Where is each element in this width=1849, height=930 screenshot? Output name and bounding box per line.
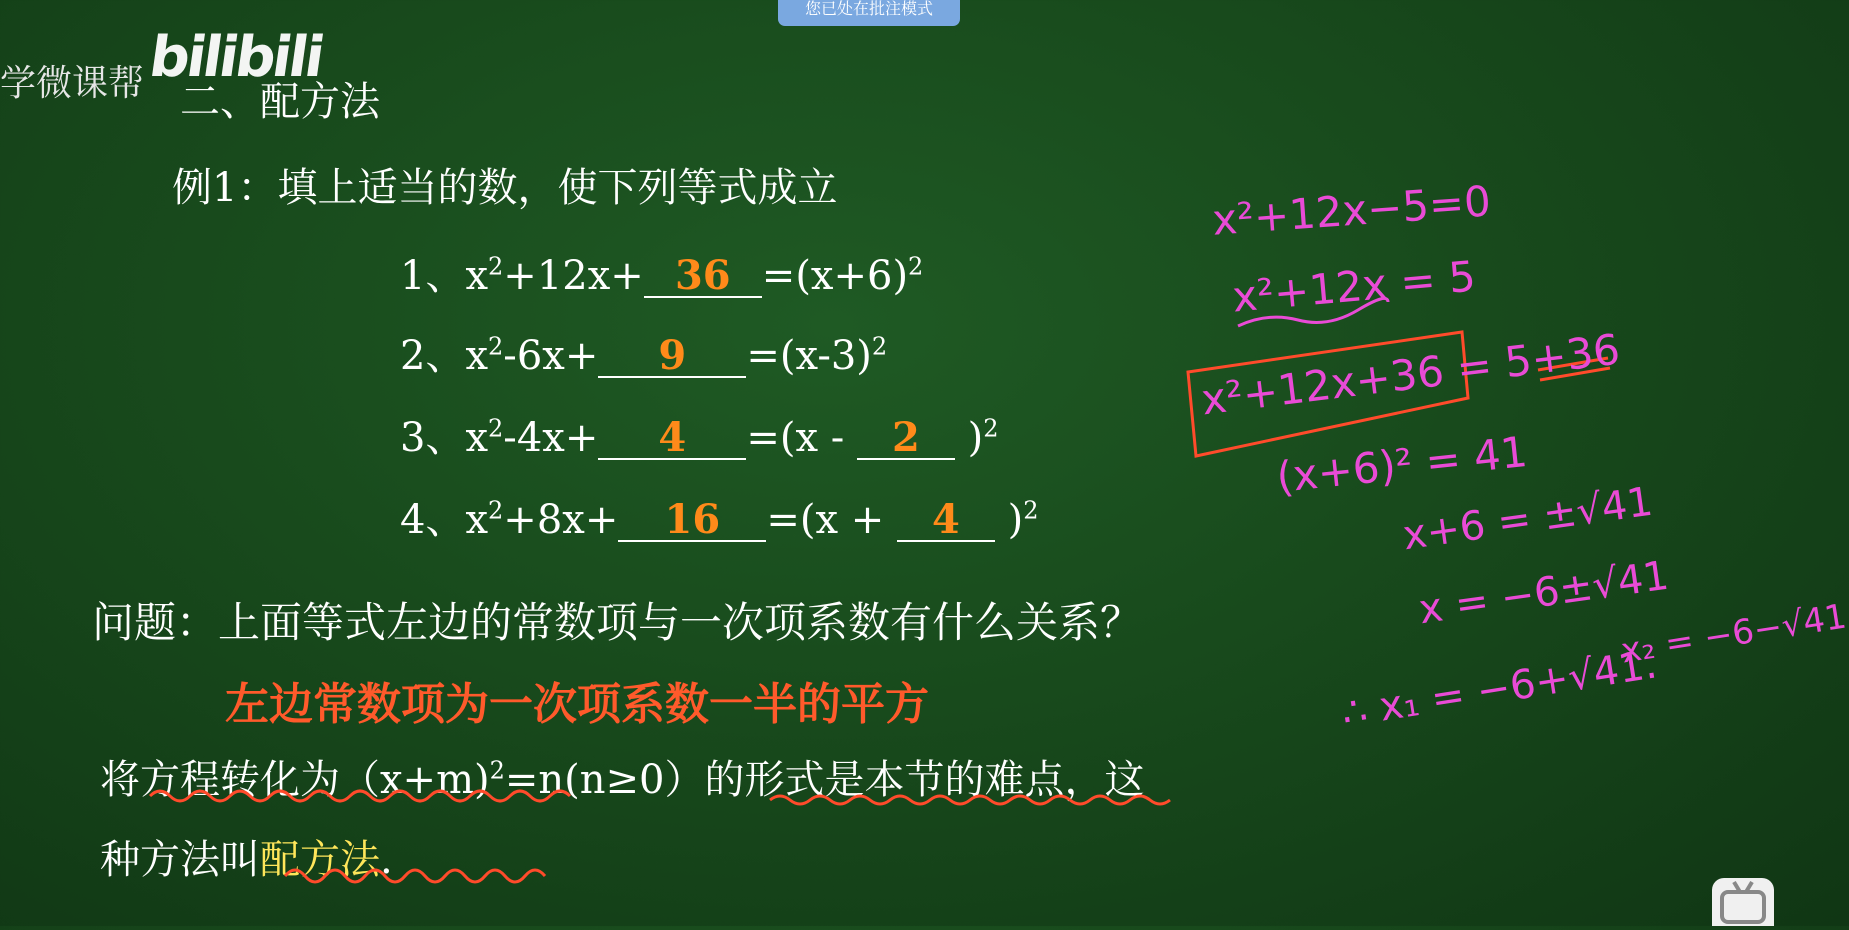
watermark-channel-name: 学微课帮	[0, 63, 145, 104]
handwriting-line-2: x²+12x = 5	[1230, 251, 1478, 322]
wavy-underline	[770, 796, 1170, 804]
handwriting-line-3: x²+12x+36 = 5+36	[1198, 324, 1623, 425]
equation-number: 1、	[400, 253, 466, 299]
handwriting-line-6: x = −6±√41	[1416, 552, 1672, 634]
answer-blank: 4	[598, 418, 746, 460]
handwriting-line-5: x+6 = ±√41	[1400, 478, 1656, 560]
question-text: 问题：上面等式左边的常数项与一次项系数有什么关系？	[92, 598, 1143, 647]
equation-1: 1、$x^2+12x+ 36 =(x+6)^2$	[400, 252, 924, 299]
conclusion-text: 左边常数项为一次项系数一半的平方	[225, 679, 929, 730]
handwriting-line-4: (x+6)² = 41	[1274, 426, 1530, 503]
method-name-highlight: 配方法	[260, 837, 380, 883]
answer-blank: 16	[618, 500, 766, 542]
handwriting-line-1: x²+12x−5=0	[1210, 176, 1493, 245]
example-title: 例1：填上适当的数，使下列等式成立	[172, 165, 838, 211]
answer-blank: 9	[598, 336, 746, 378]
equation-number: 4、	[400, 497, 466, 543]
annotation-mode-banner[interactable]: 您已处在批注模式	[778, 0, 960, 26]
equation-3: 3、$x^2-4x+ 4 =(x - 2$ )$^2$	[400, 414, 999, 461]
equation-number: 3、	[400, 415, 466, 461]
equation-4: 4、$x^2+8x+ 16 =(x + 4$ )$^2$	[400, 496, 1039, 543]
equation-2: 2、$x^2-6x+ 9 =(x-3)^2$	[400, 332, 888, 379]
section-heading: 二、配方法	[180, 79, 380, 125]
handwriting-line-8: ∴ x₁ = −6+√41.	[1338, 641, 1661, 737]
equation-number: 2、	[400, 333, 466, 379]
wavy-underline	[150, 791, 570, 801]
answer-blank: 36	[644, 256, 762, 298]
bilibili-logo: bilibili	[145, 25, 326, 90]
note-line-2: 种方法叫配方法.	[100, 837, 393, 883]
handwriting-line-7: x₂ = −6−√41	[1618, 596, 1849, 672]
answer-blank-inner: 4	[897, 500, 995, 542]
bilibili-tv-icon[interactable]	[1712, 878, 1774, 926]
tv-icon	[1712, 878, 1774, 926]
note-line-1: 将方程转化为（x+m)$^2$=n(n≥0）的形式是本节的难点，这	[100, 756, 1145, 803]
answer-blank-inner: 2	[857, 418, 955, 460]
wavy-underline	[285, 870, 545, 882]
